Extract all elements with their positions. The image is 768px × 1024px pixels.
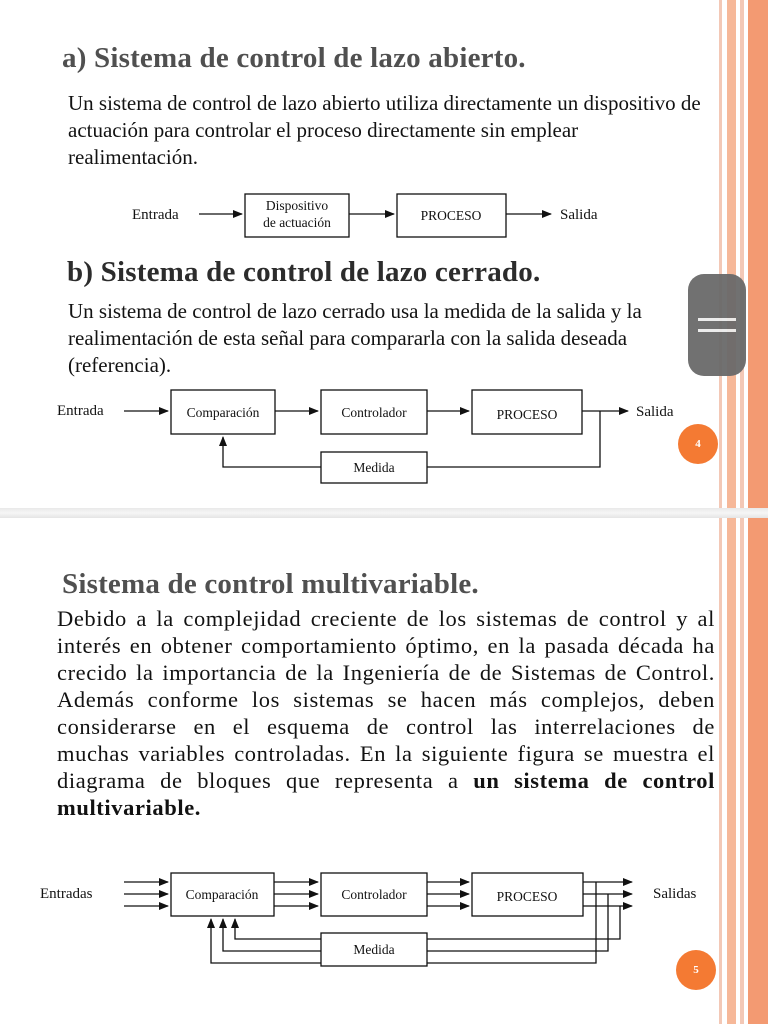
block-comparator-mv-label: Comparación — [185, 887, 259, 902]
page-number-badge: 4 — [678, 424, 718, 464]
block-measurement-label: Medida — [353, 460, 395, 475]
paragraph-multivariable-text: Debido a la complejidad creciente de los sistemas de control y al interés en obtener comportamiento óptimo, en la pasada década ha crecido la importancia de la Ingeniería de de Sistemas de Control. Además conforme los sistemas se hacen más complejos, deben considerarse en el esquema de control las interrelaciones de muchas variables controladas. En la siguiente figura se muestra el diagrama de bloques que representa a — [57, 606, 715, 793]
block-comparator-label: Comparación — [186, 405, 260, 420]
block-measurement-mv-label: Medida — [353, 942, 395, 957]
diagram-c-output-label: Salidas — [653, 886, 697, 902]
page-number-badge: 5 — [676, 950, 716, 990]
diagram-c-input-label: Entradas — [40, 886, 93, 902]
block-actuator-label-2: de actuación — [263, 215, 331, 230]
block-controller-mv-label: Controlador — [341, 887, 407, 902]
block-process-b-label: PROCESO — [496, 407, 558, 422]
diagram-b-output-label: Salida — [636, 404, 674, 420]
heading-closed-loop: b) Sistema de control de lazo cerrado. — [67, 256, 541, 288]
diagram-a-output-label: Salida — [560, 207, 598, 223]
block-process-mv-label: PROCESO — [496, 889, 558, 904]
block-process-label: PROCESO — [420, 208, 482, 223]
block-controller-label: Controlador — [341, 405, 407, 420]
diagram-b-input-label: Entrada — [57, 403, 104, 419]
paragraph-closed-loop: Un sistema de control de lazo cerrado usa la medida de la salida y la realimentación de esta señal para compararla con la salida deseada (referencia). — [68, 299, 642, 377]
paragraph-open-loop: Un sistema de control de lazo abierto utiliza directamente un dispositivo de actuación para controlar el proceso directamente sin emplear realimentación. — [68, 91, 701, 169]
paragraph-multivariable-bold: un sistema de control multivariable. — [57, 768, 715, 820]
heading-open-loop: a) Sistema de control de lazo abierto. — [62, 42, 526, 74]
diagram-a-input-label: Entrada — [132, 207, 179, 223]
heading-multivariable: Sistema de control multivariable. — [62, 568, 479, 600]
block-actuator-label-1: Dispositivo — [265, 198, 329, 213]
